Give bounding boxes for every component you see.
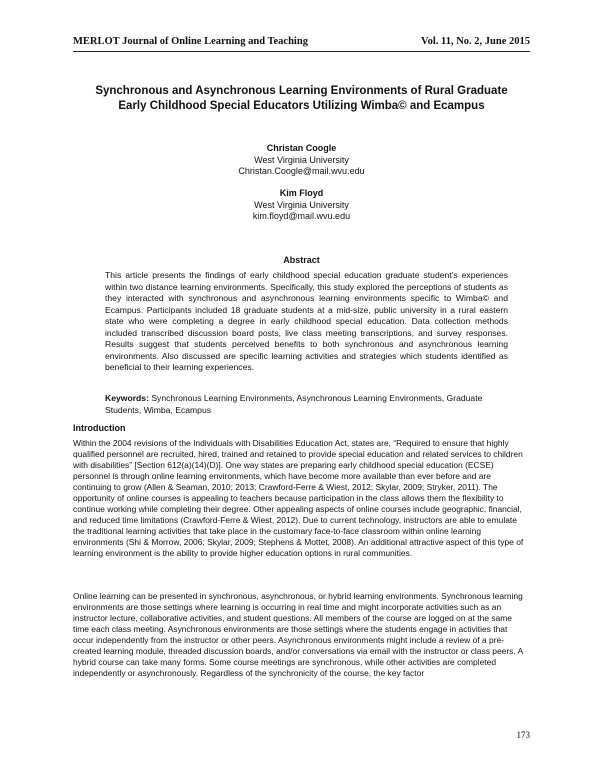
title-line-2: Early Childhood Special Educators Utilizing Wimba© and Ecampus xyxy=(118,100,485,112)
keywords-text: Synchronous Learning Environments, Asynchronous Learning Environments, Graduate Students, Wimba, Ecampus xyxy=(105,393,483,415)
keywords-label: Keywords: xyxy=(105,393,149,403)
title-line-1: Synchronous and Asynchronous Learning Environments of Rural Graduate xyxy=(95,85,508,97)
author-affiliation: West Virginia University xyxy=(254,154,349,165)
paper-title xyxy=(73,84,530,114)
introduction-heading: Introduction xyxy=(73,423,126,433)
keywords xyxy=(105,393,508,416)
author-name: Kim Floyd xyxy=(279,188,324,198)
author-email: Christan.Coogle@mail.wvu.edu xyxy=(238,166,365,176)
author-block-2 xyxy=(73,188,530,223)
author-affiliation: West Virginia University xyxy=(254,199,349,210)
author-block-1 xyxy=(73,143,530,178)
author-email: kim.floyd@mail.wvu.edu xyxy=(252,211,351,221)
abstract-heading: Abstract xyxy=(283,255,320,265)
abstract-text: This article presents the findings of early childhood special education graduate student's experiences within two distance learning environments. Specifically, this study explored the perceptions of students as they interacted with synchronous and asynchronous learning environments specific to Wimba© and Ecampus. Participants included 18 graduate students at a mid-size, public university in a rural eastern state who were completing a degree in early childhood special education. Data collection methods included transcribed discussion board posts, live class meeting transcriptions, and survey responses. Results suggest that students perceived benefits to both synchronous and asynchronous learning environments. Also discussed are specific learning activities and strategies which students identified as beneficial to their learning experiences. xyxy=(105,270,508,372)
issue-info: Vol. 11, No. 2, June 2015 xyxy=(420,36,530,47)
header-rule xyxy=(73,51,530,52)
author-name: Christan Coogle xyxy=(266,143,337,153)
page-number: 173 xyxy=(516,730,530,740)
introduction-paragraph-2: Online learning can be presented in synchronous, asynchronous, or hybrid learning environments. Synchronous learning environments are those settings where learning is occurring in real time and might incorporate activities such as an instructor lecture, collaborative activities, and student questions. All members of the course are logged on at the same time each class meeting. Asynchronous environments are those settings where the students engage in activities that occur independently from the instructor or other peers. Asynchronous environments might include a review of a pre-created learning module, threaded discussion boards, and/or conversations via email with the instructor or class peers. A hybrid course can take many forms. Some course meetings are synchronous, while other activities are completed independently or asynchronously. Regardless of the synchronicity of the course, the key factor xyxy=(73,591,523,679)
running-header xyxy=(73,36,530,47)
journal-name: MERLOT Journal of Online Learning and Teaching xyxy=(73,36,308,47)
introduction-paragraph-1: Within the 2004 revisions of the Individuals with Disabilities Education Act, states are, “Required to ensure that highly qualified personnel are recruited, hired, trained and retained to provide special education and related services to children with disabilities” [Section 612(a)(14)(D)]. One way states are preparing early childhood special education (ECSE) personnel is through online learning environments, which have become more available than ever before and are continuing to grow (Allen & Seaman, 2010; 2013; Crawford-Ferre & Wiest, 2012; Skylar, 2009; Stryker, 2011). The opportunity of online courses is appealing to teachers because participation in the class allows them the flexibility to continue working while completing their degree. Other appealing aspects of online courses include geographic, financial, and reduced time limitations (Crawford-Ferre & Wiest, 2012). Due to current technology, instructors are able to emulate the traditional learning activities that take place in the customary face-to-face classroom within online learning environments (Shi & Morrow, 2006; Skylar, 2009; Stephens & Mottet, 2008). An additional attractive aspect of this type of learning environment is the ability to provide higher education options in rural communities. xyxy=(73,438,524,559)
